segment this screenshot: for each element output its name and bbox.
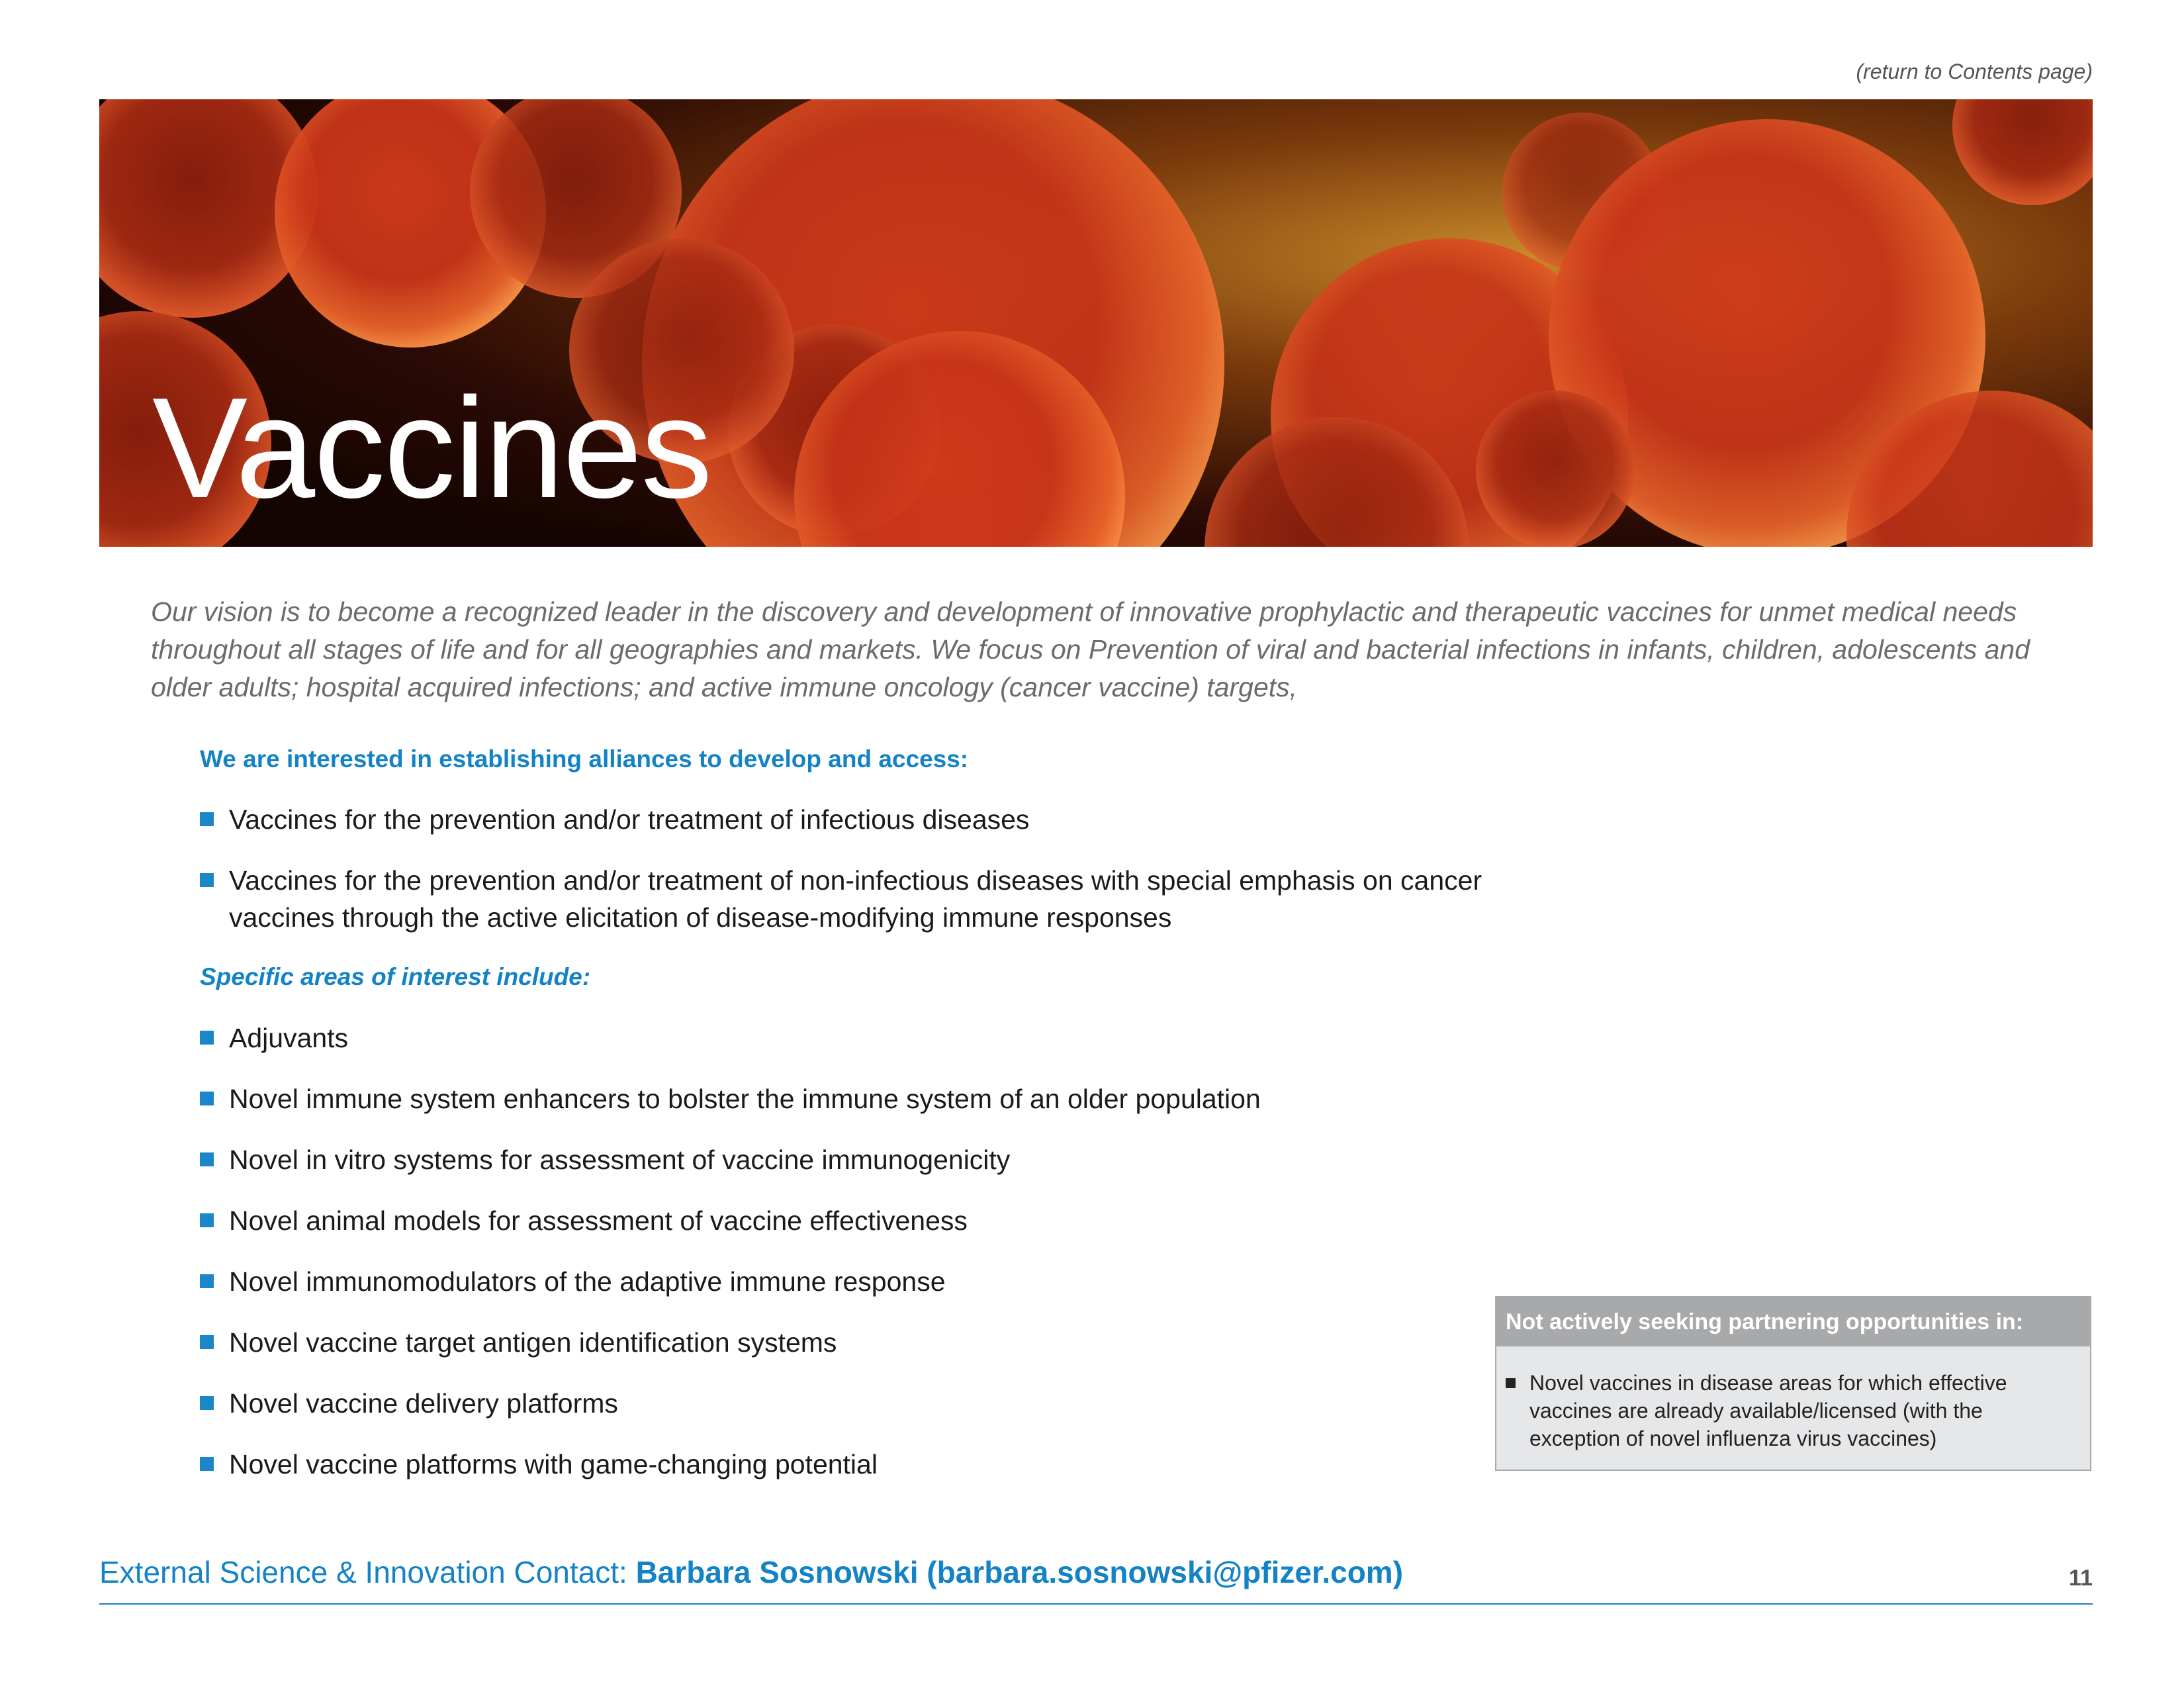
- list-item-text: Novel vaccine delivery platforms: [229, 1388, 618, 1419]
- square-bullet-icon: [200, 1092, 214, 1105]
- specific-areas-heading: Specific areas of interest include:: [200, 963, 591, 990]
- footer-contact: [99, 1554, 1403, 1590]
- list-item-text: Novel animal models for assessment of vaccine effectiveness: [229, 1205, 968, 1236]
- list-item: [200, 1324, 1524, 1361]
- list-item: [200, 862, 1524, 936]
- list-item-text: Vaccines for the prevention and/or treatment of infectious diseases: [229, 804, 1030, 835]
- list-item-text: Adjuvants: [229, 1023, 349, 1053]
- not-seeking-list: [1506, 1369, 2075, 1452]
- contact-name-link[interactable]: Barbara Sosnowski (barbara.sosnowski@pfizer.com): [635, 1555, 1404, 1589]
- alliances-heading: We are interested in establishing alliances to develop and access:: [200, 745, 969, 773]
- square-bullet-icon: [200, 1152, 214, 1166]
- not-seeking-header: Not actively seeking partnering opportunities in:: [1496, 1297, 2090, 1346]
- square-bullet-icon: [200, 1274, 214, 1288]
- square-bullet-icon: [200, 1335, 214, 1349]
- square-bullet-icon: [200, 1031, 214, 1045]
- page-title: Vaccines: [152, 367, 711, 528]
- list-item-text: Novel vaccine platforms with game-changing potential: [229, 1449, 878, 1479]
- list-item: [200, 1263, 1524, 1300]
- square-bullet-icon: [200, 1457, 214, 1471]
- list-item: [200, 1141, 1524, 1178]
- square-bullet-icon: [200, 1396, 214, 1410]
- list-item-text: Novel immune system enhancers to bolster the immune system of an older population: [229, 1084, 1261, 1114]
- square-bullet-icon: [200, 873, 214, 887]
- alliances-list: [200, 801, 1524, 960]
- specific-areas-list: [200, 1019, 1524, 1507]
- list-item: [200, 1385, 1524, 1422]
- list-item-text: Novel vaccines in disease areas for which effective vaccines are already available/licensed (with the exception of novel influenza virus vaccines): [1529, 1371, 2007, 1450]
- list-item: [200, 1019, 1524, 1056]
- list-item: [200, 801, 1524, 838]
- footer-divider: [99, 1603, 2093, 1605]
- not-seeking-panel: [1495, 1296, 2091, 1471]
- page-number: 11: [2069, 1566, 2093, 1591]
- square-bullet-icon: [200, 1213, 214, 1227]
- list-item-text: Novel vaccine target antigen identification systems: [229, 1327, 837, 1358]
- list-item: [1506, 1369, 2075, 1452]
- list-item-text: Vaccines for the prevention and/or treatment of non-infectious diseases with special emphasis on cancer vaccines through the active elicitation of disease-modifying immune responses: [229, 865, 1482, 933]
- list-item: [200, 1202, 1524, 1239]
- list-item-text: Novel immunomodulators of the adaptive immune response: [229, 1266, 946, 1297]
- square-bullet-icon: [1506, 1378, 1516, 1388]
- hero-banner: [99, 99, 2093, 547]
- list-item: [200, 1080, 1524, 1117]
- return-to-contents-link[interactable]: (return to Contents page): [1856, 60, 2093, 83]
- list-item-text: Novel in vitro systems for assessment of vaccine immunogenicity: [229, 1145, 1011, 1175]
- list-item: [200, 1446, 1524, 1483]
- vision-intro: Our vision is to become a recognized leader in the discovery and development of innovative prophylactic and therapeutic vaccines for unmet medical needs throughout all stages of life and for all geographies and markets. We focus on Prevention of viral and bacterial infections in infants, children, adolescents and older adults; hospital acquired infections; and active immune oncology (cancer vaccine) targets,: [151, 596, 2030, 702]
- contact-label: External Science & Innovation Contact:: [99, 1555, 636, 1589]
- square-bullet-icon: [200, 812, 214, 826]
